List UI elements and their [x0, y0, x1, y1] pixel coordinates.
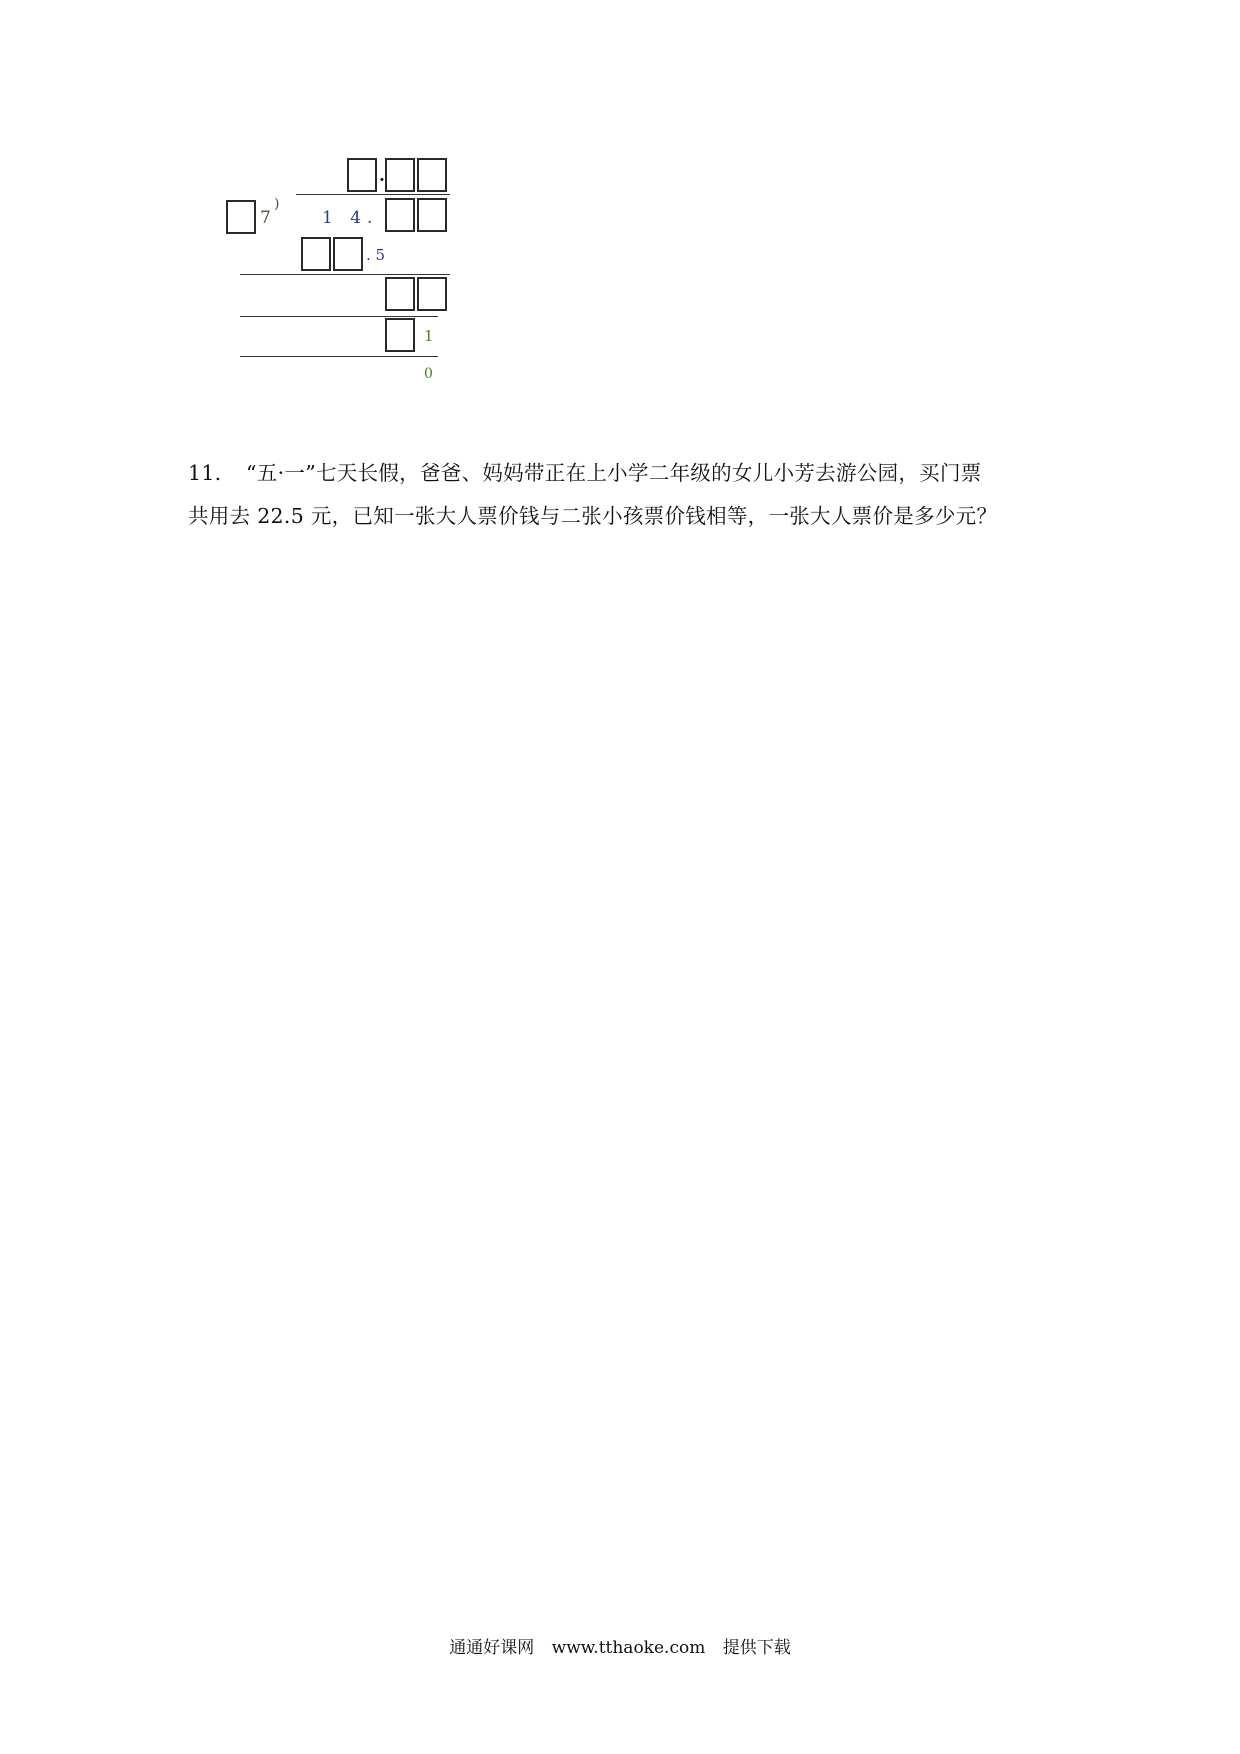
partial-product-suffix: . 5 — [366, 246, 386, 264]
partial-product-blank-box-2[interactable] — [333, 237, 363, 271]
question-text-line-1: “五·一”七天长假，爸爸、妈妈带正在上小学二年级的女儿小芳去游公园，买门票 — [246, 461, 982, 485]
quotient-blank-box-3[interactable] — [417, 158, 447, 192]
subtraction-line-1 — [240, 274, 450, 275]
final-remainder: 0 — [424, 366, 433, 382]
divisor-blank-box[interactable] — [226, 200, 256, 234]
divisor-digit: 7 — [260, 208, 271, 228]
second-product-blank-box[interactable] — [385, 318, 415, 352]
partial-product-blank-box-1[interactable] — [301, 237, 331, 271]
question-text-line-2: 共用去 22.5 元，已知一张大人票价钱与二张小孩票价钱相等，一张大人票价是多少元？ — [188, 504, 998, 528]
subtraction-line-2 — [240, 316, 438, 317]
footer-tagline: 提供下载 — [722, 1638, 791, 1658]
division-bracket: ) — [274, 196, 280, 212]
remainder-blank-box-1[interactable] — [385, 277, 415, 311]
dividend-blank-box-2[interactable] — [417, 198, 447, 232]
quotient-blank-box-2[interactable] — [385, 158, 415, 192]
footer-site-name: 通通好课网 — [449, 1638, 535, 1658]
remainder-blank-box-2[interactable] — [417, 277, 447, 311]
dividend-blank-box-1[interactable] — [385, 198, 415, 232]
page-footer — [0, 1633, 1240, 1658]
subtraction-line-3 — [240, 356, 438, 357]
long-division-puzzle — [240, 150, 470, 410]
footer-url-link[interactable]: www.tthaoke.com — [551, 1638, 706, 1658]
question-11 — [188, 452, 1068, 538]
dividend-known-digits: 1 4. — [322, 208, 379, 228]
second-product-known-digit: 1 — [424, 327, 434, 345]
division-bar — [296, 194, 450, 195]
quotient-blank-box-1[interactable] — [347, 158, 377, 192]
question-line-1 — [188, 452, 1068, 495]
question-number: 11. — [188, 461, 222, 485]
quotient-decimal-point: . — [379, 166, 385, 186]
